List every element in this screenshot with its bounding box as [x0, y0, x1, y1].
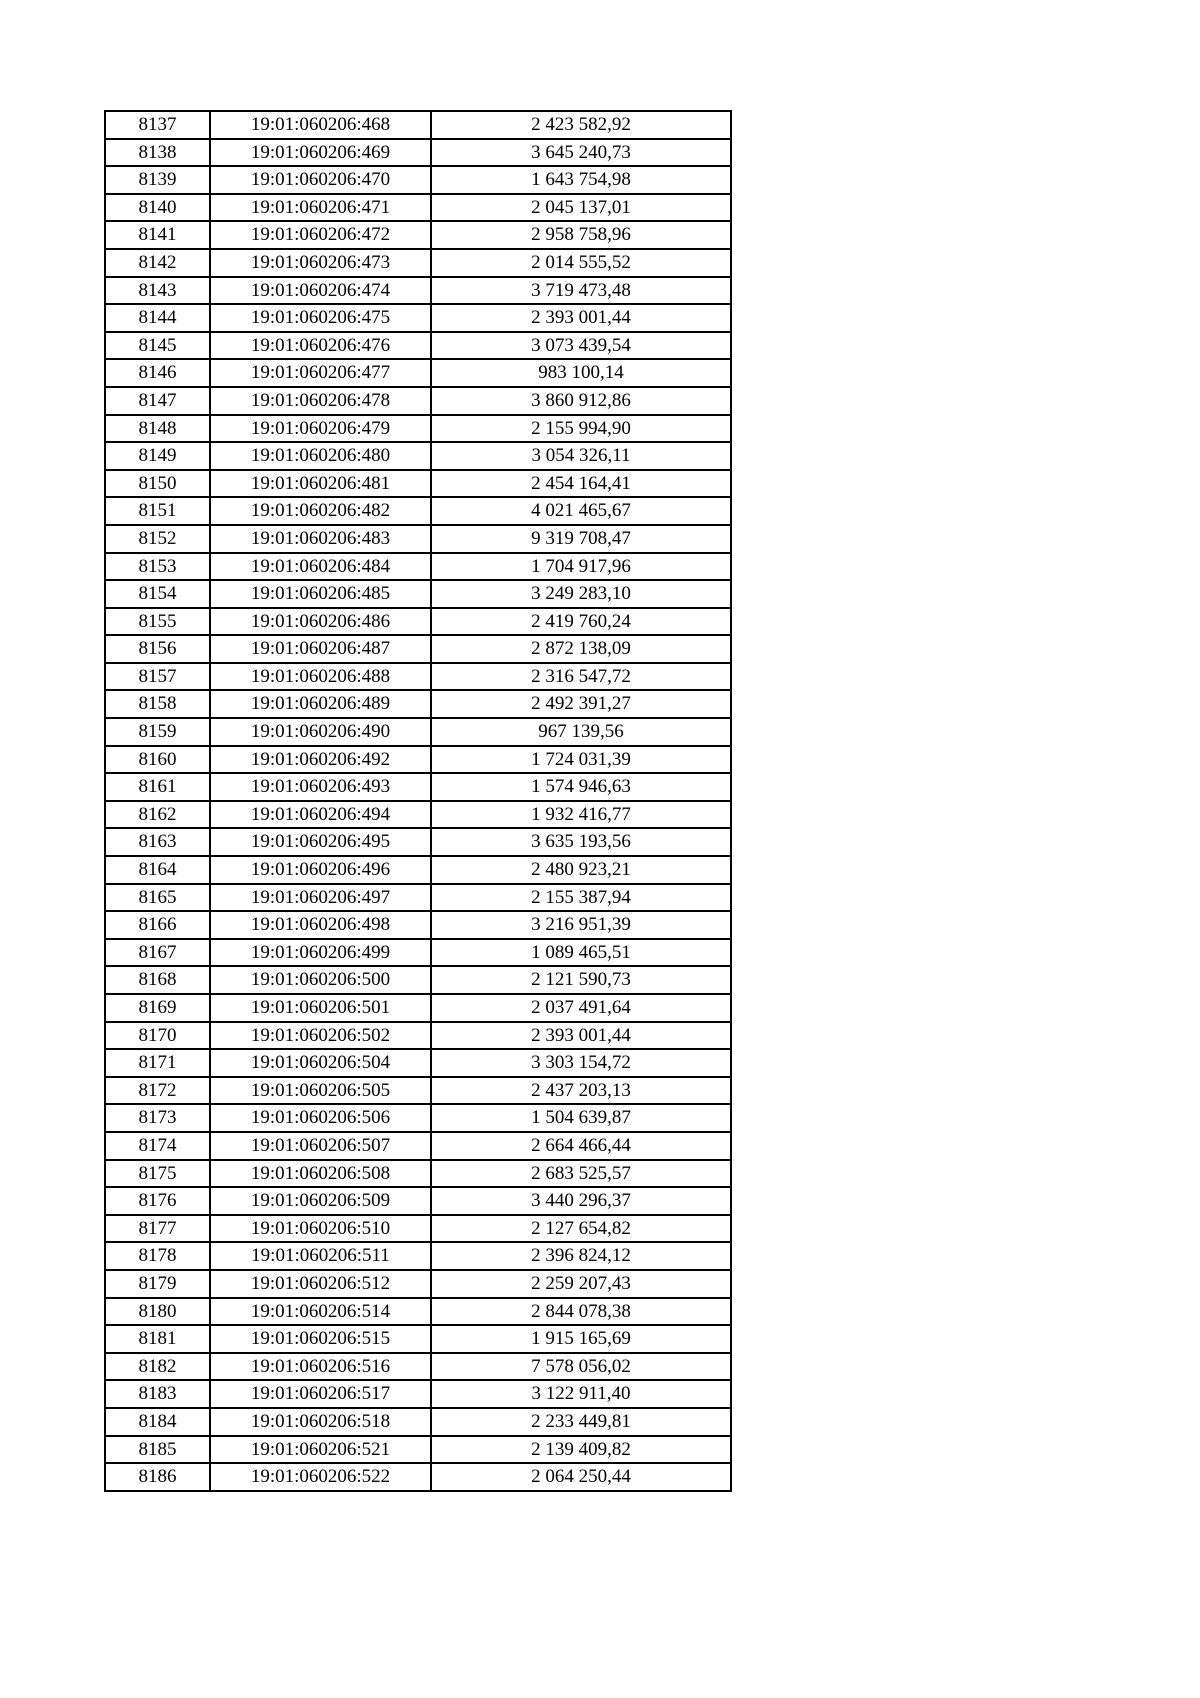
amount-cell: 2 064 250,44 [431, 1463, 731, 1491]
cadastral-number-cell: 19:01:060206:516 [210, 1353, 431, 1381]
table-row [105, 1077, 731, 1105]
row-number-cell: 8162 [105, 801, 210, 829]
table-row [105, 387, 731, 415]
cadastral-number-cell: 19:01:060206:475 [210, 304, 431, 332]
cadastral-number-cell: 19:01:060206:510 [210, 1215, 431, 1243]
amount-cell: 3 440 296,37 [431, 1187, 731, 1215]
row-number-cell: 8180 [105, 1298, 210, 1326]
table-row [105, 1215, 731, 1243]
amount-cell: 3 122 911,40 [431, 1380, 731, 1408]
cadastral-number-cell: 19:01:060206:482 [210, 497, 431, 525]
cadastral-number-cell: 19:01:060206:471 [210, 194, 431, 222]
table-row [105, 994, 731, 1022]
amount-cell: 1 643 754,98 [431, 166, 731, 194]
amount-cell: 3 054 326,11 [431, 442, 731, 470]
amount-cell: 7 578 056,02 [431, 1353, 731, 1381]
table-row [105, 139, 731, 167]
table-row [105, 1353, 731, 1381]
cadastral-table [104, 110, 732, 1492]
cadastral-number-cell: 19:01:060206:499 [210, 939, 431, 967]
amount-cell: 3 073 439,54 [431, 332, 731, 360]
table-row [105, 828, 731, 856]
amount-cell: 2 393 001,44 [431, 304, 731, 332]
table-row [105, 856, 731, 884]
table-row [105, 277, 731, 305]
table-row [105, 580, 731, 608]
cadastral-number-cell: 19:01:060206:506 [210, 1104, 431, 1132]
row-number-cell: 8184 [105, 1408, 210, 1436]
table-row [105, 911, 731, 939]
amount-cell: 3 645 240,73 [431, 139, 731, 167]
row-number-cell: 8149 [105, 442, 210, 470]
cadastral-number-cell: 19:01:060206:515 [210, 1325, 431, 1353]
table-row [105, 1463, 731, 1491]
row-number-cell: 8146 [105, 359, 210, 387]
amount-cell: 2 393 001,44 [431, 1022, 731, 1050]
amount-cell: 2 259 207,43 [431, 1270, 731, 1298]
amount-cell: 2 316 547,72 [431, 663, 731, 691]
cadastral-number-cell: 19:01:060206:484 [210, 553, 431, 581]
table-row [105, 249, 731, 277]
row-number-cell: 8185 [105, 1436, 210, 1464]
cadastral-number-cell: 19:01:060206:486 [210, 608, 431, 636]
table-row [105, 966, 731, 994]
cadastral-number-cell: 19:01:060206:501 [210, 994, 431, 1022]
table-row [105, 690, 731, 718]
amount-cell: 2 155 387,94 [431, 884, 731, 912]
row-number-cell: 8139 [105, 166, 210, 194]
cadastral-number-cell: 19:01:060206:480 [210, 442, 431, 470]
cadastral-number-cell: 19:01:060206:474 [210, 277, 431, 305]
amount-cell: 2 233 449,81 [431, 1408, 731, 1436]
cadastral-number-cell: 19:01:060206:495 [210, 828, 431, 856]
row-number-cell: 8173 [105, 1104, 210, 1132]
cadastral-number-cell: 19:01:060206:521 [210, 1436, 431, 1464]
table-row [105, 442, 731, 470]
table-row [105, 415, 731, 443]
row-number-cell: 8164 [105, 856, 210, 884]
row-number-cell: 8169 [105, 994, 210, 1022]
amount-cell: 3 216 951,39 [431, 911, 731, 939]
amount-cell: 2 121 590,73 [431, 966, 731, 994]
row-number-cell: 8174 [105, 1132, 210, 1160]
cadastral-number-cell: 19:01:060206:489 [210, 690, 431, 718]
cadastral-number-cell: 19:01:060206:497 [210, 884, 431, 912]
row-number-cell: 8181 [105, 1325, 210, 1353]
table-row [105, 166, 731, 194]
row-number-cell: 8167 [105, 939, 210, 967]
amount-cell: 1 932 416,77 [431, 801, 731, 829]
table-row [105, 884, 731, 912]
amount-cell: 3 719 473,48 [431, 277, 731, 305]
table-row [105, 332, 731, 360]
cadastral-number-cell: 19:01:060206:522 [210, 1463, 431, 1491]
row-number-cell: 8137 [105, 111, 210, 139]
cadastral-number-cell: 19:01:060206:481 [210, 470, 431, 498]
amount-cell: 2 423 582,92 [431, 111, 731, 139]
table-row [105, 553, 731, 581]
table-row [105, 359, 731, 387]
amount-cell: 2 844 078,38 [431, 1298, 731, 1326]
table-row [105, 1022, 731, 1050]
row-number-cell: 8182 [105, 1353, 210, 1381]
table-row [105, 718, 731, 746]
cadastral-number-cell: 19:01:060206:487 [210, 635, 431, 663]
amount-cell: 1 704 917,96 [431, 553, 731, 581]
row-number-cell: 8140 [105, 194, 210, 222]
row-number-cell: 8165 [105, 884, 210, 912]
row-number-cell: 8179 [105, 1270, 210, 1298]
cadastral-number-cell: 19:01:060206:470 [210, 166, 431, 194]
row-number-cell: 8155 [105, 608, 210, 636]
amount-cell: 1 504 639,87 [431, 1104, 731, 1132]
cadastral-number-cell: 19:01:060206:511 [210, 1242, 431, 1270]
cadastral-number-cell: 19:01:060206:468 [210, 111, 431, 139]
cadastral-number-cell: 19:01:060206:469 [210, 139, 431, 167]
table-row [105, 663, 731, 691]
row-number-cell: 8150 [105, 470, 210, 498]
amount-cell: 3 860 912,86 [431, 387, 731, 415]
amount-cell: 1 089 465,51 [431, 939, 731, 967]
table-row [105, 497, 731, 525]
table-row [105, 1380, 731, 1408]
row-number-cell: 8160 [105, 746, 210, 774]
amount-cell: 2 396 824,12 [431, 1242, 731, 1270]
row-number-cell: 8168 [105, 966, 210, 994]
amount-cell: 1 724 031,39 [431, 746, 731, 774]
amount-cell: 2 155 994,90 [431, 415, 731, 443]
amount-cell: 967 139,56 [431, 718, 731, 746]
amount-cell: 1 915 165,69 [431, 1325, 731, 1353]
amount-cell: 3 249 283,10 [431, 580, 731, 608]
amount-cell: 1 574 946,63 [431, 773, 731, 801]
row-number-cell: 8163 [105, 828, 210, 856]
cadastral-number-cell: 19:01:060206:472 [210, 221, 431, 249]
cadastral-number-cell: 19:01:060206:504 [210, 1049, 431, 1077]
table-row [105, 1187, 731, 1215]
table-row [105, 1160, 731, 1188]
table-row [105, 746, 731, 774]
row-number-cell: 8153 [105, 553, 210, 581]
table-row [105, 635, 731, 663]
cadastral-number-cell: 19:01:060206:502 [210, 1022, 431, 1050]
table-row [105, 773, 731, 801]
table-row [105, 1408, 731, 1436]
table-row [105, 111, 731, 139]
table-row [105, 1298, 731, 1326]
row-number-cell: 8159 [105, 718, 210, 746]
row-number-cell: 8145 [105, 332, 210, 360]
cadastral-number-cell: 19:01:060206:483 [210, 525, 431, 553]
row-number-cell: 8176 [105, 1187, 210, 1215]
row-number-cell: 8152 [105, 525, 210, 553]
cadastral-number-cell: 19:01:060206:517 [210, 1380, 431, 1408]
row-number-cell: 8161 [105, 773, 210, 801]
row-number-cell: 8183 [105, 1380, 210, 1408]
cadastral-number-cell: 19:01:060206:498 [210, 911, 431, 939]
row-number-cell: 8175 [105, 1160, 210, 1188]
table-row [105, 1436, 731, 1464]
row-number-cell: 8158 [105, 690, 210, 718]
cadastral-number-cell: 19:01:060206:494 [210, 801, 431, 829]
amount-cell: 9 319 708,47 [431, 525, 731, 553]
row-number-cell: 8157 [105, 663, 210, 691]
cadastral-number-cell: 19:01:060206:476 [210, 332, 431, 360]
cadastral-number-cell: 19:01:060206:509 [210, 1187, 431, 1215]
amount-cell: 2 437 203,13 [431, 1077, 731, 1105]
row-number-cell: 8166 [105, 911, 210, 939]
row-number-cell: 8177 [105, 1215, 210, 1243]
row-number-cell: 8171 [105, 1049, 210, 1077]
amount-cell: 983 100,14 [431, 359, 731, 387]
cadastral-number-cell: 19:01:060206:492 [210, 746, 431, 774]
row-number-cell: 8170 [105, 1022, 210, 1050]
row-number-cell: 8156 [105, 635, 210, 663]
amount-cell: 2 127 654,82 [431, 1215, 731, 1243]
table-row [105, 1242, 731, 1270]
cadastral-number-cell: 19:01:060206:505 [210, 1077, 431, 1105]
amount-cell: 3 635 193,56 [431, 828, 731, 856]
table-row [105, 525, 731, 553]
amount-cell: 3 303 154,72 [431, 1049, 731, 1077]
row-number-cell: 8147 [105, 387, 210, 415]
cadastral-number-cell: 19:01:060206:473 [210, 249, 431, 277]
table-row [105, 939, 731, 967]
amount-cell: 2 664 466,44 [431, 1132, 731, 1160]
amount-cell: 2 958 758,96 [431, 221, 731, 249]
row-number-cell: 8144 [105, 304, 210, 332]
cadastral-number-cell: 19:01:060206:496 [210, 856, 431, 884]
cadastral-number-cell: 19:01:060206:508 [210, 1160, 431, 1188]
amount-cell: 2 872 138,09 [431, 635, 731, 663]
cadastral-number-cell: 19:01:060206:478 [210, 387, 431, 415]
row-number-cell: 8186 [105, 1463, 210, 1491]
table-body [105, 111, 731, 1491]
table-row [105, 801, 731, 829]
amount-cell: 2 014 555,52 [431, 249, 731, 277]
cadastral-number-cell: 19:01:060206:512 [210, 1270, 431, 1298]
amount-cell: 2 045 137,01 [431, 194, 731, 222]
amount-cell: 2 683 525,57 [431, 1160, 731, 1188]
table-row [105, 1325, 731, 1353]
row-number-cell: 8138 [105, 139, 210, 167]
row-number-cell: 8154 [105, 580, 210, 608]
amount-cell: 2 419 760,24 [431, 608, 731, 636]
table-row [105, 1132, 731, 1160]
amount-cell: 2 480 923,21 [431, 856, 731, 884]
row-number-cell: 8148 [105, 415, 210, 443]
table-row [105, 221, 731, 249]
row-number-cell: 8178 [105, 1242, 210, 1270]
table-row [105, 470, 731, 498]
row-number-cell: 8142 [105, 249, 210, 277]
table-row [105, 194, 731, 222]
table-row [105, 1270, 731, 1298]
row-number-cell: 8143 [105, 277, 210, 305]
table-row [105, 1049, 731, 1077]
row-number-cell: 8151 [105, 497, 210, 525]
cadastral-number-cell: 19:01:060206:490 [210, 718, 431, 746]
amount-cell: 2 492 391,27 [431, 690, 731, 718]
table-row [105, 304, 731, 332]
cadastral-number-cell: 19:01:060206:500 [210, 966, 431, 994]
amount-cell: 2 037 491,64 [431, 994, 731, 1022]
cadastral-number-cell: 19:01:060206:514 [210, 1298, 431, 1326]
cadastral-number-cell: 19:01:060206:488 [210, 663, 431, 691]
row-number-cell: 8172 [105, 1077, 210, 1105]
amount-cell: 4 021 465,67 [431, 497, 731, 525]
amount-cell: 2 454 164,41 [431, 470, 731, 498]
cadastral-number-cell: 19:01:060206:477 [210, 359, 431, 387]
table-row [105, 1104, 731, 1132]
amount-cell: 2 139 409,82 [431, 1436, 731, 1464]
row-number-cell: 8141 [105, 221, 210, 249]
cadastral-number-cell: 19:01:060206:507 [210, 1132, 431, 1160]
cadastral-number-cell: 19:01:060206:485 [210, 580, 431, 608]
table-row [105, 608, 731, 636]
cadastral-number-cell: 19:01:060206:479 [210, 415, 431, 443]
cadastral-number-cell: 19:01:060206:493 [210, 773, 431, 801]
cadastral-number-cell: 19:01:060206:518 [210, 1408, 431, 1436]
